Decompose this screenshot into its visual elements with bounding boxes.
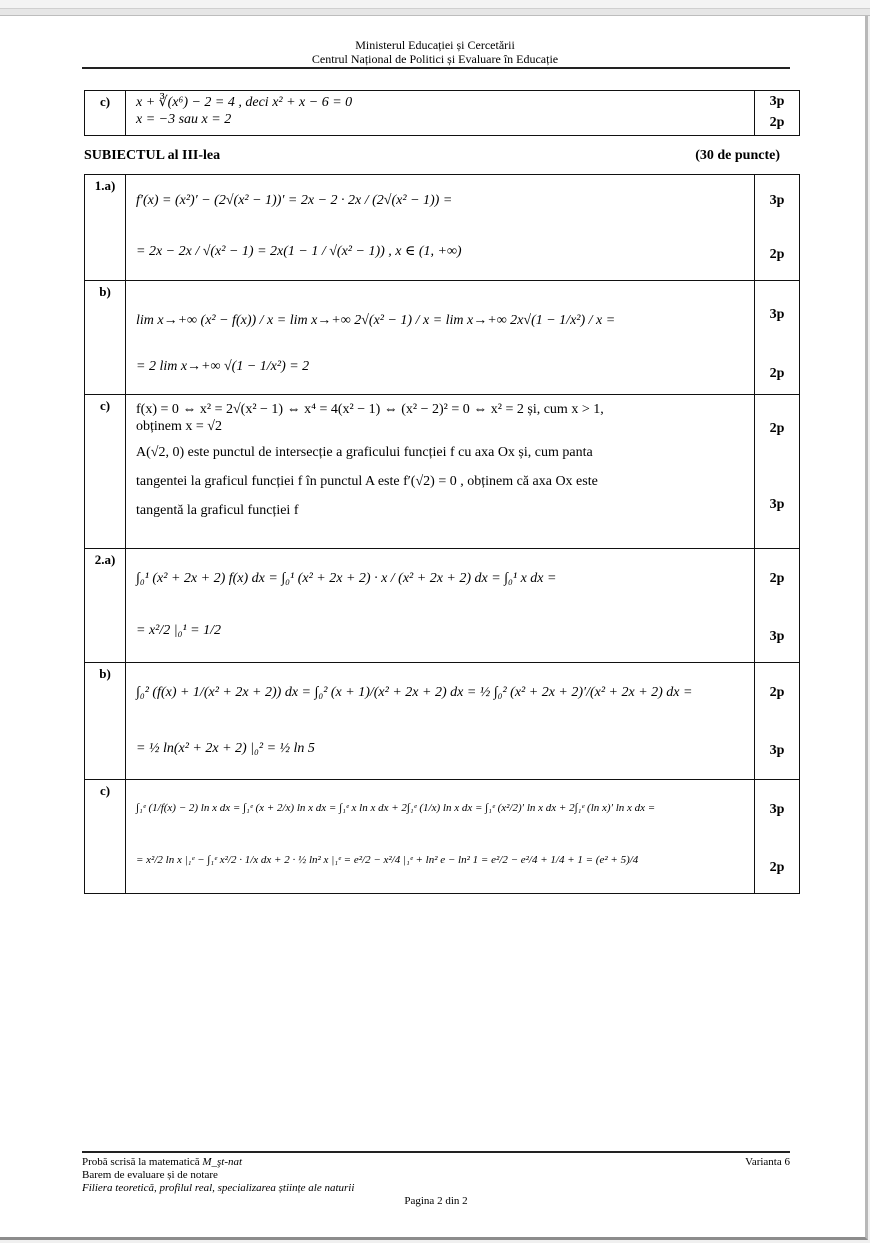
item-label: c) — [85, 780, 126, 894]
item-label: c) — [85, 91, 126, 136]
item-label: c) — [85, 395, 126, 549]
solution-line: x + ∛(x⁶) − 2 = 4 , deci x² + x − 6 = 0 — [136, 95, 353, 110]
table-row — [85, 549, 800, 663]
table-row — [85, 175, 800, 281]
footer-barem: Barem de evaluare și de notare — [82, 1169, 218, 1181]
points-cell — [755, 780, 800, 894]
points: 2p — [769, 115, 785, 130]
solution-line: tangentei la graficul funcției f în punctul A este f′(√2) = 0 , obținem că axa Ox este — [136, 474, 598, 489]
solution-line: A(√2, 0) este punctul de intersecție a graficului funcției f cu axa Ox și, cum panta — [136, 445, 593, 460]
page-header — [0, 38, 870, 66]
points: 3p — [769, 629, 785, 644]
footer-variant: Varianta 6 — [745, 1156, 790, 1168]
item-label: 2.a) — [85, 549, 126, 663]
points: 2p — [769, 247, 785, 262]
page-number: Pagina 2 din 2 — [404, 1195, 468, 1207]
solution-line: f(x) = 0 ⇔ x² = 2√(x² − 1) ⇔ x⁴ = 4(x² − 1) ⇔ (x² − 2)² = 0 ⇔ x² = 2 și, cum x > 1, — [136, 402, 604, 417]
points: 2p — [769, 685, 785, 700]
item-label: 1.a) — [85, 175, 126, 281]
footer-exam-line — [82, 1156, 790, 1169]
solution-line: obținem x = √2 — [136, 419, 222, 434]
solution-line: = 2x − 2x / √(x² − 1) = 2x(1 − 1 / √(x² − 1)) , x ∈ (1, +∞) — [136, 244, 462, 259]
item-body — [126, 91, 755, 136]
viewer-toolbar-edge-2 — [0, 9, 870, 16]
solution-line: f′(x) = (x²)′ − (2√(x² − 1))′ = 2x − 2 · 2x / (2√(x² − 1)) = — [136, 193, 453, 208]
points-cell — [755, 395, 800, 549]
item-body — [126, 175, 755, 281]
points-cell — [755, 281, 800, 395]
solution-line: = x²/2 |₀¹ = 1/2 — [136, 623, 221, 638]
table-row — [85, 395, 800, 549]
section-title: SUBIECTUL al III-lea — [84, 148, 221, 163]
points: 2p — [769, 571, 785, 586]
footer-exam-text: Probă scrisă la matematică — [82, 1156, 203, 1168]
points: 3p — [769, 94, 785, 109]
item-body — [126, 780, 755, 894]
table-row — [85, 780, 800, 894]
section-heading — [84, 148, 780, 164]
points: 3p — [769, 497, 785, 512]
prev-item-table — [84, 90, 800, 136]
points: 3p — [769, 193, 785, 208]
solution-line: = 2 lim x→+∞ √(1 − 1/x²) = 2 — [136, 359, 310, 374]
solution-line: ∫₁ᵉ (1/f(x) − 2) ln x dx = ∫₁ᵉ (x + 2/x) ln x dx = ∫₁ᵉ x ln x dx + 2∫₁ᵉ (1/x) ln x dx = ∫₁ᵉ (x²/2)′ ln x dx + 2∫₁ᵉ (ln x)′ ln x dx = — [136, 802, 656, 814]
page-footer — [82, 1156, 790, 1208]
footer-exam-code: M_şt-nat — [202, 1156, 243, 1168]
item-label: b) — [85, 663, 126, 780]
table-row — [85, 281, 800, 395]
footer-rule — [82, 1151, 790, 1153]
solution-line: tangentă la graficul funcției f — [136, 503, 299, 518]
points-cell — [755, 663, 800, 780]
viewer-toolbar-edge — [0, 0, 870, 9]
item-label: b) — [85, 281, 126, 395]
solution-line: ∫₀¹ (x² + 2x + 2) f(x) dx = ∫₀¹ (x² + 2x + 2) · x / (x² + 2x + 2) dx = ∫₀¹ x dx = — [136, 571, 557, 586]
header-center: Centrul Național de Politici și Evaluare în Educație — [311, 52, 559, 66]
item-body — [126, 663, 755, 780]
item-body — [126, 395, 755, 549]
points: 3p — [769, 802, 785, 817]
footer-profile: Filiera teoretică, profilul real, specializarea științe ale naturii — [82, 1182, 355, 1194]
solutions-table — [84, 174, 800, 894]
solution-line: = ½ ln(x² + 2x + 2) |₀² = ½ ln 5 — [136, 741, 315, 756]
section-points: (30 de puncte) — [695, 148, 780, 163]
table-row — [85, 663, 800, 780]
points: 3p — [769, 307, 785, 322]
points-cell — [755, 549, 800, 663]
points-cell — [755, 91, 800, 136]
item-body — [126, 549, 755, 663]
solution-line: x = −3 sau x = 2 — [136, 112, 232, 127]
points: 2p — [769, 860, 785, 875]
points: 3p — [769, 743, 785, 758]
item-body — [126, 281, 755, 395]
solution-line: = x²/2 ln x |₁ᵉ − ∫₁ᵉ x²/2 · 1/x dx + 2 · ½ ln² x |₁ᵉ = e²/2 − x²/4 |₁ᵉ + ln² e − ln² 1 = e²/2 − e²/4 + 1/4 + 1 = (e² + 5)/4 — [136, 854, 639, 866]
points: 2p — [769, 366, 785, 381]
solution-line: ∫₀² (f(x) + 1/(x² + 2x + 2)) dx = ∫₀² (x + 1)/(x² + 2x + 2) dx = ½ ∫₀² (x² + 2x + 2)′/(x² + 2x + 2) dx = — [136, 685, 693, 700]
points: 2p — [769, 421, 785, 436]
header-rule — [82, 67, 790, 69]
points-cell — [755, 175, 800, 281]
solution-line: lim x→+∞ (x² − f(x)) / x = lim x→+∞ 2√(x² − 1) / x = lim x→+∞ 2x√(1 − 1/x²) / x = — [136, 313, 616, 328]
header-ministry: Ministerul Educației și Cercetării — [355, 38, 515, 52]
